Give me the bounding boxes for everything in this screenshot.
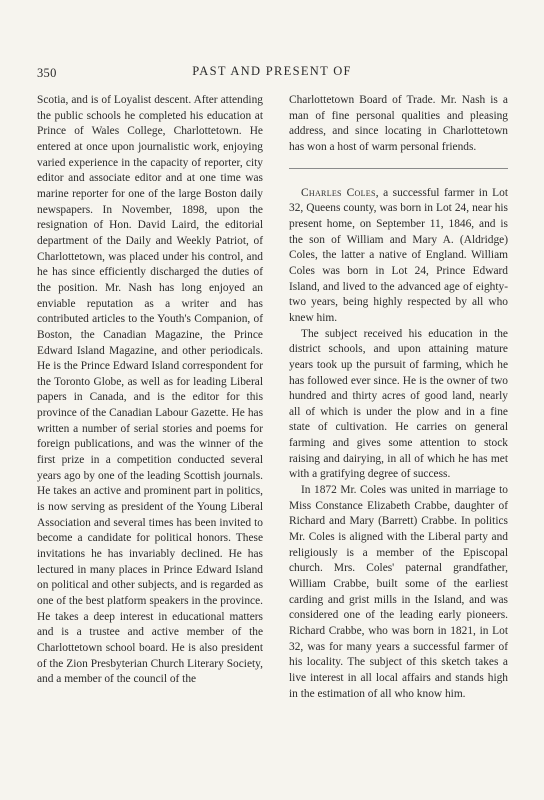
body-paragraph: In 1872 Mr. Coles was united in marriage to Miss Constance Elizabeth Crabbe, daughter of Richard and Mary (Barrett) Crabbe. In politics Mr. Coles is aligned with the Liberal party and religiously is a member of the Episcopal church. Mrs. Coles' paternal grandfather, William Crabbe, built some of the earliest carding and grist mills in the Island, and was considered one of the leading early pioneers. Richard Crabbe, who was born in 1821, in Lot 32, was for many years a successful farmer of his locality. The subject of this sketch takes a live interest in all local affairs and stands high in the estimation of all who know him.: [289, 484, 508, 700]
body-paragraph: Charlottetown Board of Trade. Mr. Nash is a man of fine personal qualities and pleasing address, and since locating in Charlottetown has won a host of warm personal friends.: [289, 94, 508, 153]
running-head: PAST AND PRESENT OF: [192, 64, 352, 78]
section-divider: [289, 168, 508, 169]
body-paragraph: Scotia, and is of Loyalist descent. After attending the public schools he completed his education at Prince of Wales College, Charlottetown. He entered at once upon journalistic work, enjoying varied experience in the capacity of reporter, city editor and associate editor and at one time was marine reporter for one of the large Boston daily newspapers. In November, 1898, upon the resignation of Hon. David Laird, the editorial department of the Daily and Weekly Patriot, of Charlottetown, was placed under his control, and he has since efficiently discharged the duties of the position. Mr. Nash has long enjoyed an enviable reputation as a writer and has contributed articles to the Youth's Companion, of Boston, the Canadian Magazine, the Prince Edward Island Magazine, and other periodicals. He is the Prince Edward Island correspondent for the Toronto Globe, as well as for leading Liberal papers in Canada, and is the editor for this province of the Canadian Labour Gazette. He has written a number of serial stories and poems for foreign publications, and was the winner of the first prize in a competition conducted several years ago by one of the leading Scottish journals. He takes an active and prominent part in politics, is now serving as president of the Young Liberal Association and several times has been invited to become a candidate for political honors. These invitations he has invariably declined. He has lectured in many places in Prince Edward Island on political and other subjects, and is regarded as one of the best platform speakers in the province. He takes a deep interest in educational matters and is a trustee and active member of the Charlottetown school board. He is also president of the Zion Presbyterian Church Literary Society, and a member of the council of the: [37, 94, 263, 686]
left-column: [37, 93, 263, 688]
subject-name: Charles Coles: [301, 186, 376, 199]
right-column: [289, 93, 508, 702]
biography-opening-paragraph: [289, 186, 508, 327]
page-number: 350: [37, 66, 57, 80]
body-paragraph: The subject received his education in the district schools, and upon attaining mature years took up the pursuit of farming, which he has followed ever since. He is the owner of two hundred and thirty acres of good land, nearly all of which is under the plow and in a fine state of cultivation. He carries on general farming and gives some attention to stock raising and dairying, in all of which he has met with a gratifying degree of success.: [289, 327, 508, 481]
paragraph-text: , a successful farmer in Lot 32, Queens county, was born in Lot 24, near his present home, on September 11, 1846, and is the son of William and Mary A. (Aldridge) Coles, the latter a native of England. William Coles was born in Lot 24, Prince Edward Island, and lived to the advanced age of eighty-two years, being highly respected by all who knew him.: [289, 186, 508, 324]
